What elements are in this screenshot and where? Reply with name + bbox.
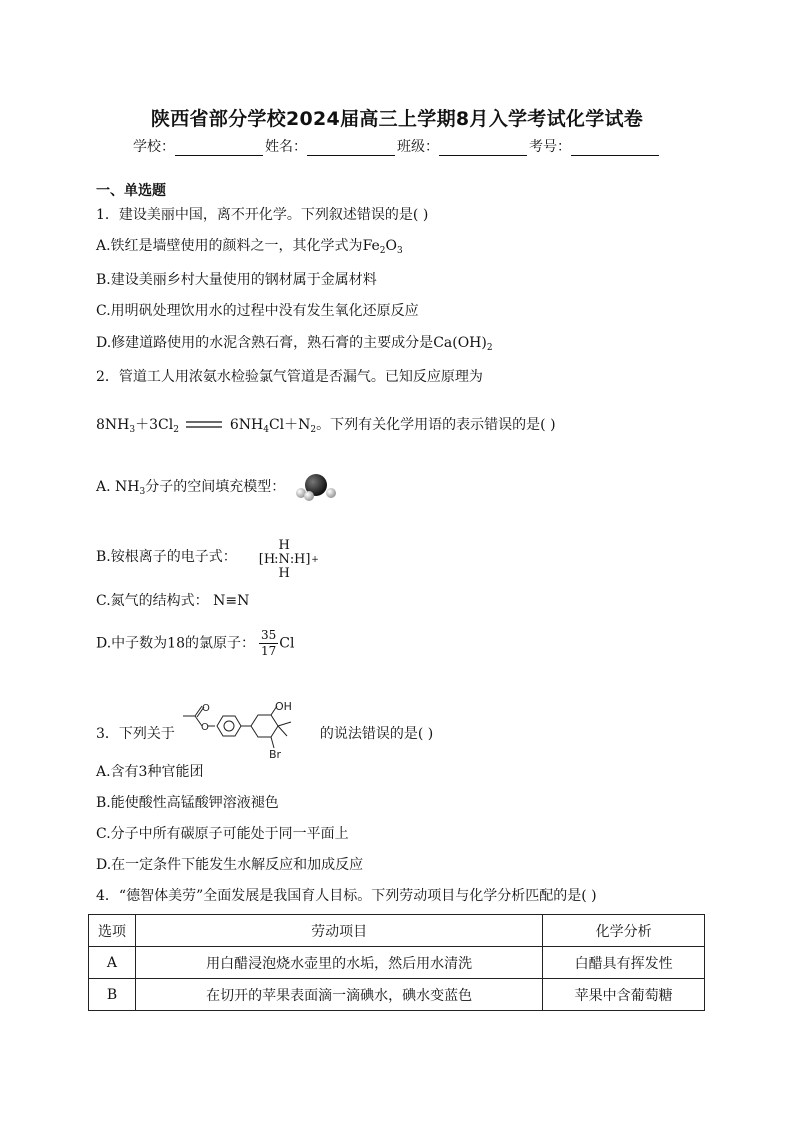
organic-molecule-structure-icon <box>181 702 313 766</box>
svg-text:O: O <box>201 722 210 733</box>
table-row <box>89 979 705 1011</box>
table-header-cell: 劳动项目 <box>135 915 542 947</box>
table-row <box>89 947 705 979</box>
school-label: 学校： <box>133 139 175 155</box>
q1-option-d: D.修建道路使用的水泥含熟石膏，熟石膏的主要成分是$Ca(OH)_2$ <box>96 335 493 353</box>
name-blank[interactable] <box>307 139 395 156</box>
ammonia-space-filling-model-icon <box>290 472 340 502</box>
name-label: 姓名： <box>265 139 307 155</box>
svg-text:Br: Br <box>269 748 282 761</box>
q1-stem: 1．建设美丽中国，离不开化学。下列叙述错误的是( ) <box>96 207 429 223</box>
class-blank[interactable] <box>439 139 527 156</box>
table-cell: 白醋具有挥发性 <box>543 947 705 979</box>
q2-option-b: B.铵根离子的电子式： H [H : N : H] + H <box>96 536 343 578</box>
ammonium-electron-formula: H [H : N : H] + H <box>258 538 319 581</box>
q3-option-a: A.含有3种官能团 <box>96 764 204 780</box>
q3-stem: 3．下列关于 O O OH Br 的说法错误的是( ) <box>96 702 433 766</box>
svg-text:OH: OH <box>275 702 293 713</box>
table-header-row <box>89 915 705 947</box>
q4-stem: 4．“德智体美劳”全面发展是我国育人目标。下列劳动项目与化学分析匹配的是( ) <box>96 888 597 904</box>
equals-arrow-icon <box>186 419 222 431</box>
q1-option-b: B.建设美丽乡村大量使用的钢材属于金属材料 <box>96 272 377 288</box>
exam-no-blank[interactable] <box>571 139 659 156</box>
table-header-cell: 选项 <box>89 915 136 947</box>
table-header-cell: 化学分析 <box>543 915 705 947</box>
q2-option-d: D.中子数为18的氯原子： $\frac{35}{17}$ Cl <box>96 628 295 658</box>
table-cell: 苹果中含葡萄糖 <box>543 979 705 1011</box>
table-cell: 在切开的苹果表面滴一滴碘水，碘水变蓝色 <box>135 979 542 1011</box>
exam-no-label: 考号： <box>529 139 571 155</box>
q2-option-a: A. $NH_3$分子的空间填充模型： <box>96 472 340 502</box>
exam-title: 陕西省部分学校2024届高三上学期8月入学考试化学试卷 <box>150 108 644 130</box>
table-cell: A <box>89 947 136 979</box>
svg-text:O: O <box>202 703 211 714</box>
table-cell: 用白醋浸泡烧水壶里的水垢，然后用水清洗 <box>135 947 542 979</box>
table-cell: B <box>89 979 136 1011</box>
q2-stem: 2．管道工人用浓氨水检验氯气管道是否漏气。已知反应原理为 <box>96 369 483 385</box>
isotope-notation: $\frac{35}{17}$ <box>261 628 277 658</box>
q1-option-c: C.用明矾处理饮用水的过程中没有发生氧化还原反应 <box>96 303 419 319</box>
student-info-row <box>0 136 794 156</box>
class-label: 班级： <box>397 139 439 155</box>
q3-option-c: C.分子中所有碳原子可能处于同一平面上 <box>96 826 349 842</box>
q3-option-b: B.能使酸性高锰酸钾溶液褪色 <box>96 795 279 811</box>
q2-option-c: C.氮气的结构式： N≡N <box>96 593 250 609</box>
q2-equation: $8NH_3+3Cl_2$ $6NH_4Cl+N_2$。下列有关化学用语的表示错误的是( ) <box>96 417 556 435</box>
school-blank[interactable] <box>175 139 263 156</box>
q4-table <box>88 914 705 1011</box>
q1-option-a: A.铁红是墙壁使用的颜料之一，其化学式为$Fe_2O_3$ <box>96 238 403 256</box>
section-heading: 一、单选题 <box>96 183 166 199</box>
q3-option-d: D.在一定条件下能发生水解反应和加成反应 <box>96 857 364 873</box>
